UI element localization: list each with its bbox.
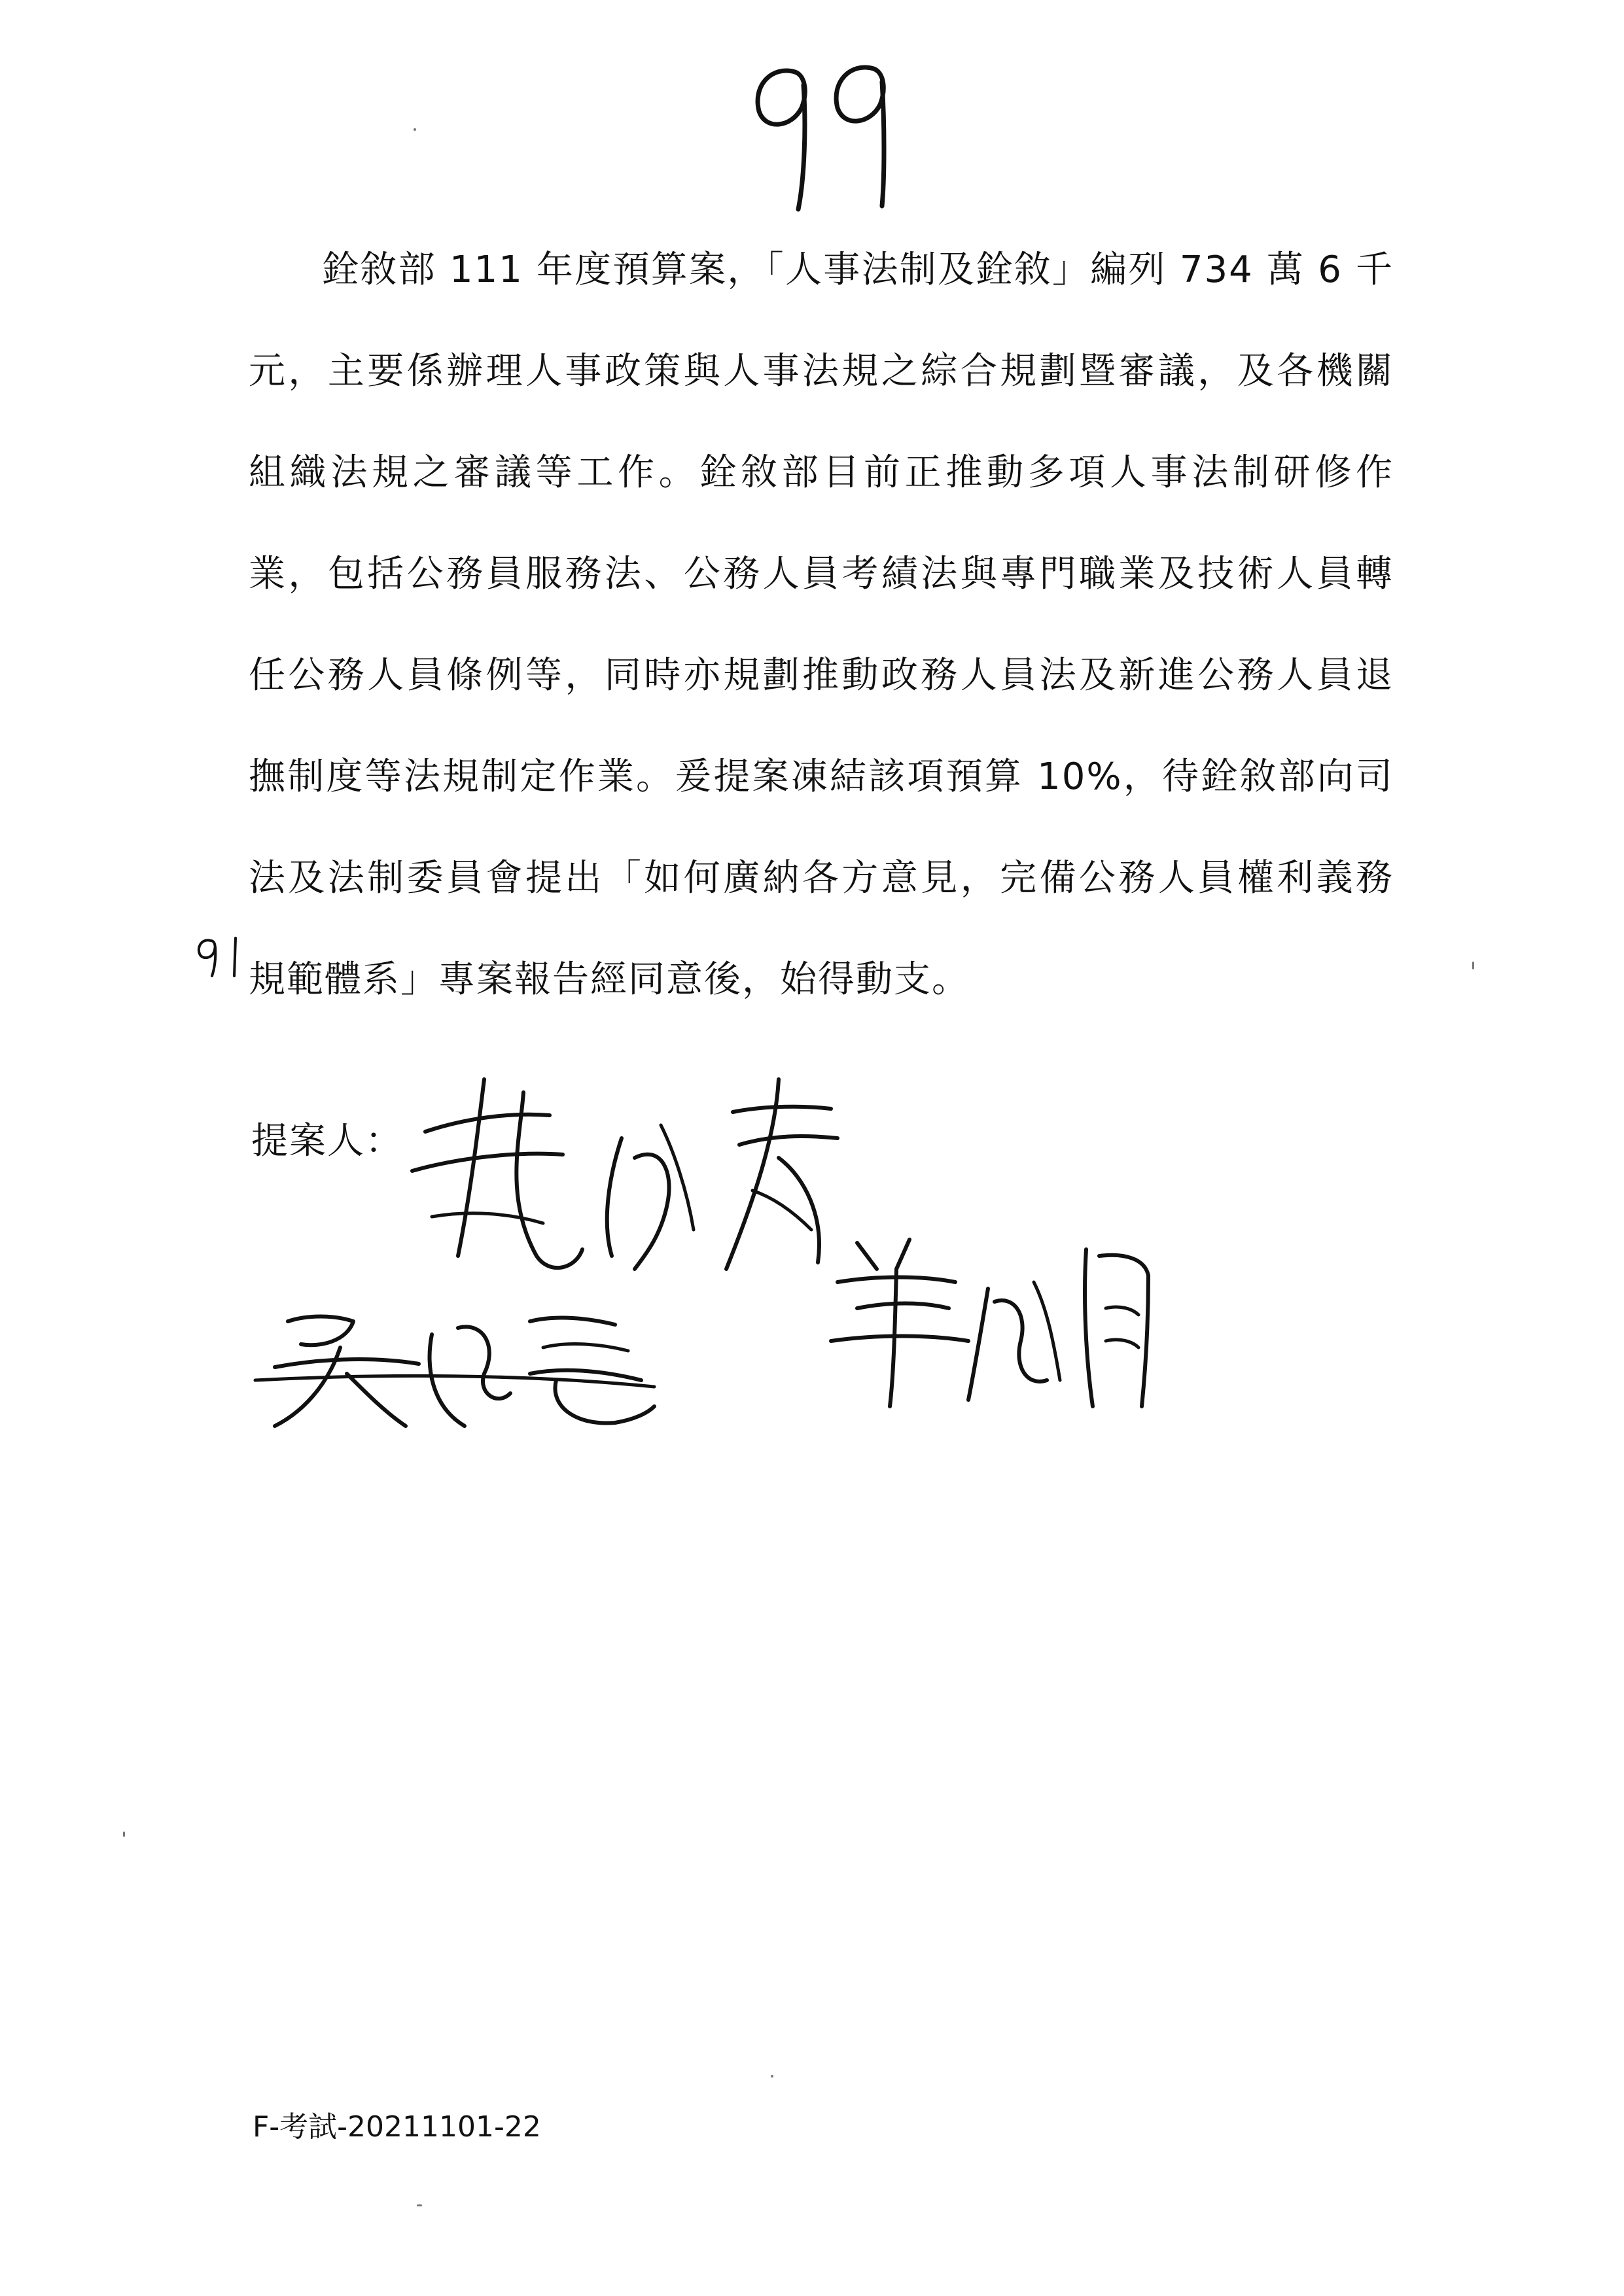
- body-line: 法及法制委員會提出「如何廣納各方意見，完備公務人員權利義務: [249, 857, 1394, 899]
- scan-speck: [1472, 962, 1474, 969]
- document-code: F-考試-20211101-22: [253, 2110, 541, 2144]
- scan-speck: [414, 128, 416, 131]
- body-line: 撫制度等法規制定作業。爰提案凍結該項預算 10%，待銓敘部向司: [249, 756, 1394, 798]
- scan-speck: [417, 2204, 422, 2206]
- body-line: 任公務人員條例等，同時亦規劃推動政務人員法及新進公務人員退: [249, 654, 1394, 697]
- handwritten-page-number: [733, 46, 929, 222]
- signature-2: [249, 1295, 667, 1439]
- scan-speck: [123, 1832, 125, 1837]
- proposer-label: 提案人：: [251, 1120, 403, 1162]
- proposal-body: [249, 219, 1394, 1030]
- signature-3: [818, 1230, 1158, 1419]
- body-line: 銓敘部 111 年度預算案，「人事法制及銓敘」編列 734 萬 6 千: [322, 249, 1394, 291]
- body-line: 業，包括公務員服務法、公務人員考績法與專門職業及技術人員轉: [249, 553, 1394, 595]
- body-line: 規範體系」專案報告經同意後，始得動支。: [249, 958, 970, 1001]
- body-line: 組織法規之審議等工作。銓敘部目前正推動多項人事法制研修作: [249, 451, 1394, 494]
- scan-speck: [771, 2075, 773, 2078]
- body-line: 元，主要係辦理人事政策與人事法規之綜合規劃暨審議，及各機關: [249, 350, 1394, 392]
- handwritten-margin-note: [191, 929, 256, 981]
- signature-1: [386, 1060, 844, 1295]
